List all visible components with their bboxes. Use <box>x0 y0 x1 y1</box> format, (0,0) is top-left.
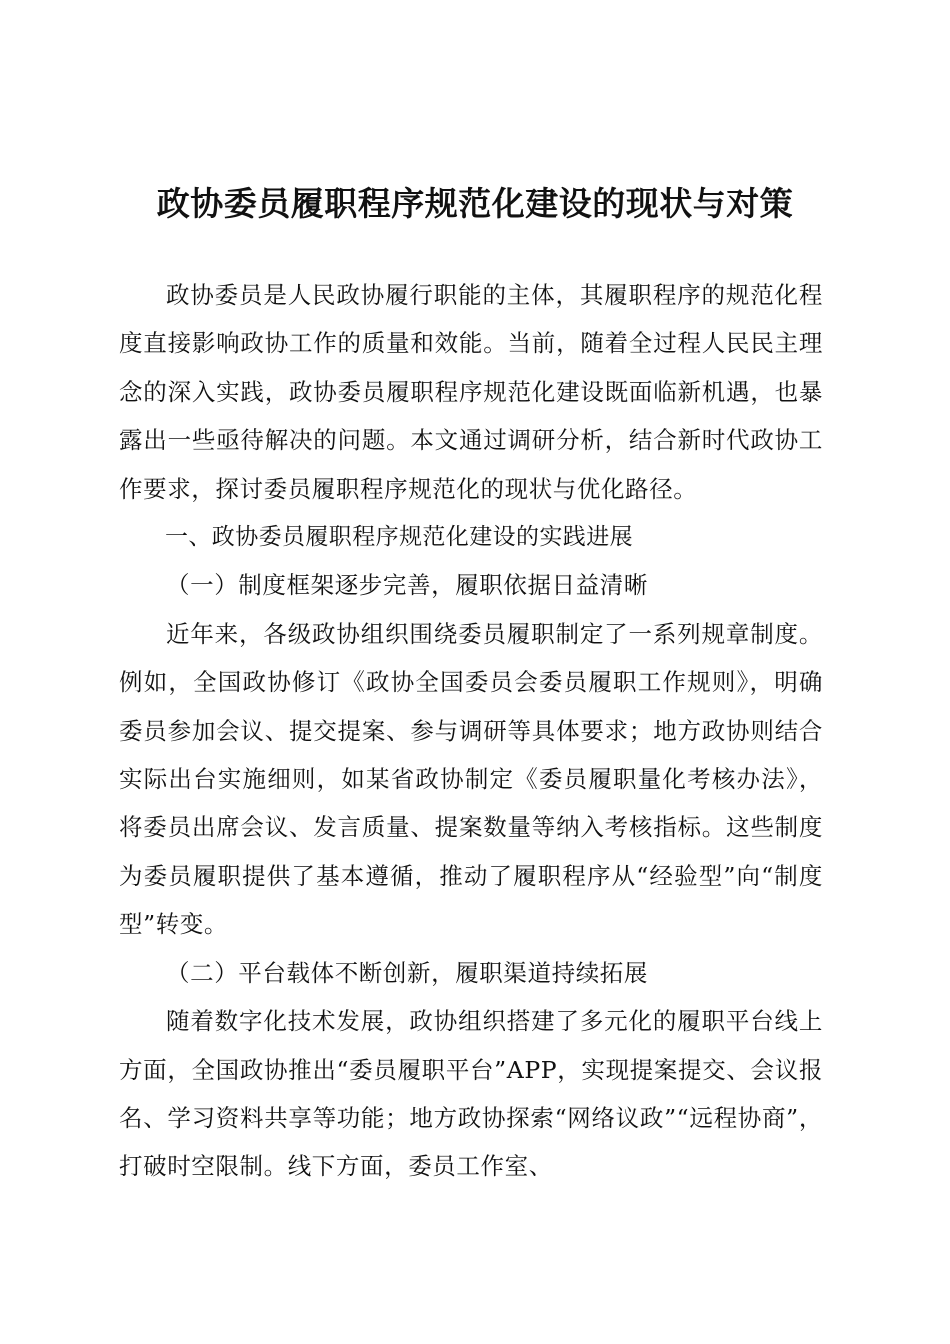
intro-paragraph: 政协委员是人民政协履行职能的主体，其履职程序的规范化程度直接影响政协工作的质量和效能。当前，随着全过程人民民主理念的深入实践，政协委员履职程序规范化建设既面临新机遇，也暴露出一些亟待解决的问题。本文通过调研分析，结合新时代政协工作要求，探讨委员履职程序规范化的现状与优化路径。 <box>119 281 823 503</box>
section-1-heading: 一、政协委员履职程序规范化建设的实践进展 <box>165 524 633 551</box>
subsection-2-paragraph: 随着数字化技术发展，政协组织搭建了多元化的履职平台线上方面，全国政协推出“委员履职平台”APP，实现提案提交、会议报名、学习资料共享等功能；地方政协探索“网络议政”“远程协商”，打破时空限制。线下方面，委员工作室、 <box>119 1007 823 1181</box>
subsection-1-paragraph: 近年来，各级政协组织围绕委员履职制定了一系列规章制度。例如，全国政协修订《政协全国委员会委员履职工作规则》，明确委员参加会议、提交提案、参与调研等具体要求；地方政协则结合实际出台实施细则，如某省政协制定《委员履职量化考核办法》，将委员出席会议、发言质量、提案数量等纳入考核指标。这些制度为委员履职提供了基本遵循，推动了履职程序从“经验型”向“制度型”转变。 <box>119 619 823 939</box>
document-body <box>119 271 823 1191</box>
subsection-1-heading: （一）制度框架逐步完善，履职依据日益清晰 <box>166 571 648 600</box>
subsection-2-heading: （二）平台载体不断创新，履职渠道持续拓展 <box>166 958 648 987</box>
document-title: 政协委员履职程序规范化建设的现状与对策 <box>156 184 794 223</box>
